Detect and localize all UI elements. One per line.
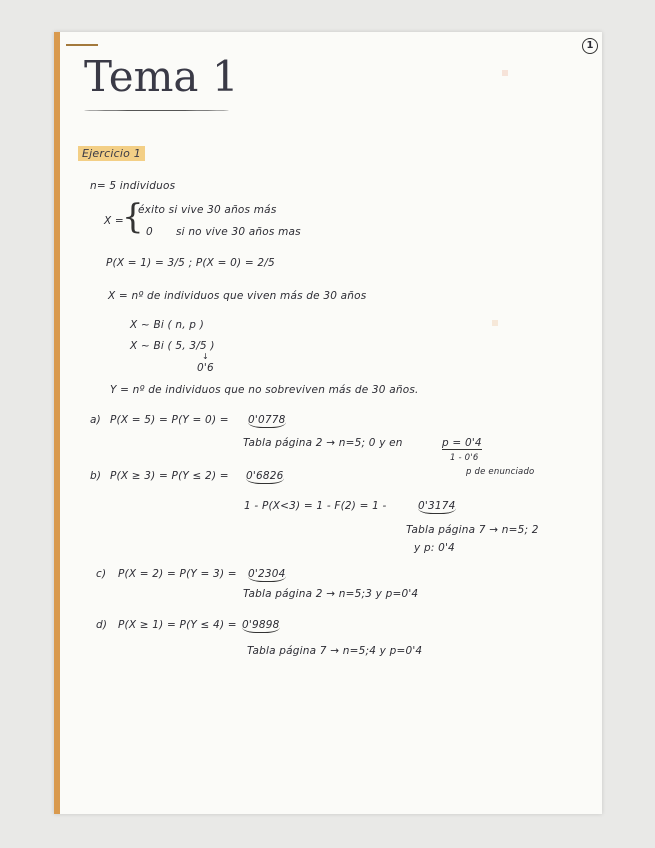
part-b-expression: P(X ≥ 3) = P(Y ≤ 2) = (110, 470, 229, 482)
case-2-value: 0 (146, 226, 153, 238)
x-description: X = nº de individuos que viven más de 30 años (108, 290, 367, 302)
part-c-label: c) (96, 568, 107, 580)
case-2: si no vive 30 años mas (176, 226, 301, 238)
part-c-expression: P(X = 2) = P(Y = 3) = (118, 568, 237, 580)
text-line-n: n= 5 individuos (90, 180, 176, 192)
y-description: Y = nº de individuos que no sobreviven más de 30 años. (110, 384, 419, 396)
show-through-mark (492, 320, 498, 326)
part-a-p-numerator: p = 0'4 (442, 437, 482, 449)
part-b-label: b) (90, 470, 102, 482)
x-binomial-specific: X ~ Bi ( 5, 3/5 ) (130, 340, 215, 352)
arrow-down-icon: ↓ (202, 352, 209, 361)
case-1: éxito si vive 30 años más (138, 204, 277, 216)
page-title: Tema 1 (84, 52, 239, 101)
exercise-label: Ejercicio 1 (78, 146, 145, 161)
page-margin-strip (54, 32, 60, 814)
probabilities: P(X = 1) = 3/5 ; P(X = 0) = 2/5 (106, 257, 275, 269)
part-d-result: 0'9898 (242, 619, 280, 631)
page-number: 1 (582, 38, 598, 54)
part-d-label: d) (96, 619, 108, 631)
part-b-note-2: y p: 0'4 (414, 542, 455, 554)
part-b-calc-result: 0'3174 (418, 500, 456, 512)
part-a-result: 0'0778 (248, 414, 286, 426)
part-b-calc: 1 - P(X<3) = 1 - F(2) = 1 - (244, 500, 387, 512)
part-b-result: 0'6826 (246, 470, 284, 482)
part-a-note: Tabla página 2 → n=5; 0 y en (243, 437, 403, 449)
part-d-note: Tabla página 7 → n=5;4 y p=0'4 (247, 645, 423, 657)
show-through-mark (502, 70, 508, 76)
part-c-result: 0'2304 (248, 568, 286, 580)
brace: { (122, 197, 144, 237)
part-a-p-note: p de enunciado (466, 467, 535, 477)
part-a-expression: P(X = 5) = P(Y = 0) = (110, 414, 229, 426)
part-d-expression: P(X ≥ 1) = P(Y ≤ 4) = (118, 619, 237, 631)
p-value: 0'6 (197, 362, 214, 374)
x-def-lhs: X = (104, 215, 124, 227)
part-a-p-denominator: 1 - 0'6 (450, 453, 479, 463)
part-b-note-1: Tabla página 7 → n=5; 2 (406, 524, 539, 536)
part-a-label: a) (90, 414, 101, 426)
part-c-note: Tabla página 2 → n=5;3 y p=0'4 (243, 588, 419, 600)
decorative-dash (66, 44, 98, 46)
title-underline (84, 110, 229, 111)
x-binomial-general: X ~ Bi ( n, p ) (130, 319, 204, 331)
